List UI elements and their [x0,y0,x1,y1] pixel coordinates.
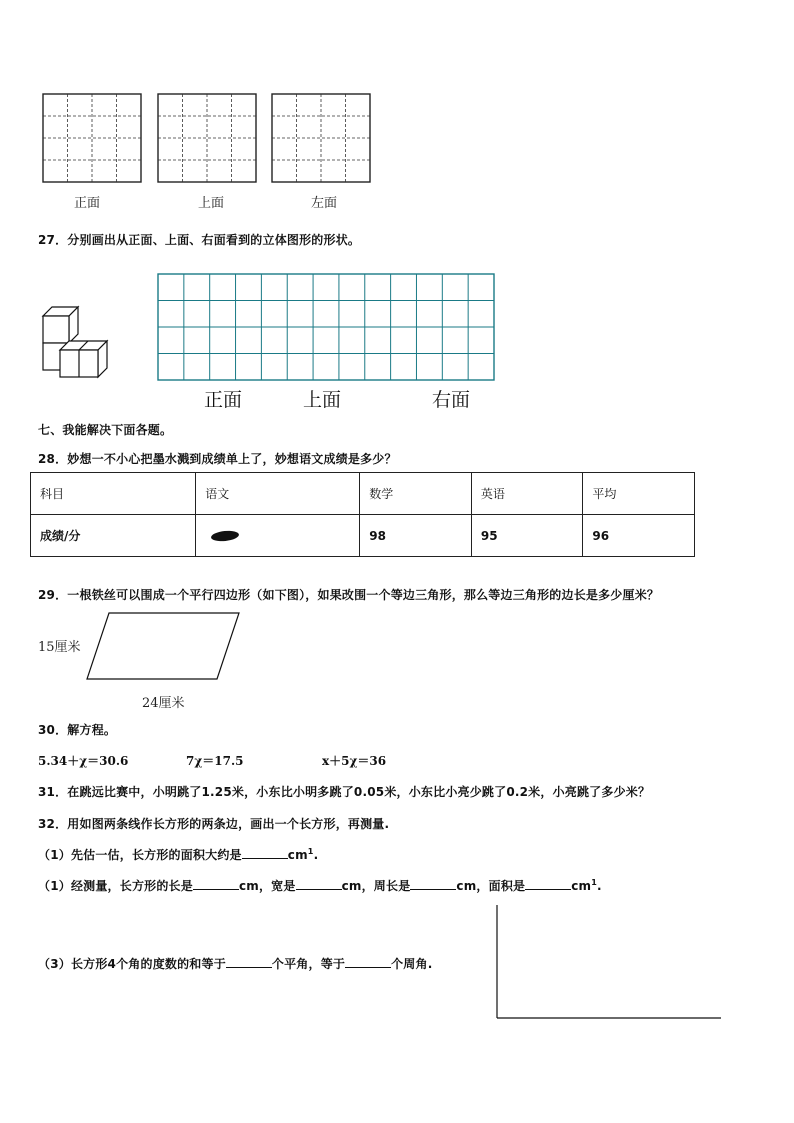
question-29: 29．一根铁丝可以围成一个平行四边形（如下图），如果改围一个等边三角形，那么等边三角形的边长是多少厘米？ [38,588,660,602]
q32-part2-width: cm，宽是 [238,879,296,893]
q27-top-label: 上面 [303,389,342,411]
q32-part3 [38,955,432,972]
top-view-grid[interactable] [158,94,256,182]
q32-part3-end: 个周角. [391,957,433,971]
top-view-label: 上面 [198,196,225,211]
drawing-grid-teal[interactable] [157,273,497,383]
q32-part2-perimeter: cm，周长是 [341,879,411,893]
ink-blot-cell [196,515,360,557]
score-table [30,472,695,557]
table-cell: 数学 [360,473,472,515]
view-grids-top [40,92,380,186]
table-cell: 科目 [31,473,196,515]
q27-right-label: 右面 [432,389,471,411]
unit-exponent: 1 [307,847,314,856]
table-cell: 成绩/分 [31,515,196,557]
parallelogram-base-label: 24厘米 [142,696,185,711]
q32-part1 [38,846,318,863]
answer-blank[interactable] [345,956,391,968]
question-32: 32．用如图两条线作长方形的两条边，画出一个长方形，再测量. [38,817,390,831]
unit-exponent: 1 [591,878,598,887]
parallelogram-side-label: 15厘米 [38,640,81,655]
question-28: 28．妙想一不小心把墨水溅到成绩单上了，妙想语文成绩是多少？ [38,452,397,466]
equation-1: 5.34＋χ＝30.6 [38,754,129,768]
front-view-grid[interactable] [43,94,141,182]
q32-part2-end: . [597,879,602,893]
q32-part2-area: cm，面积是 [456,879,526,893]
question-31: 31．在跳远比赛中，小明跳了1.25米，小东比小明多跳了0.05米，小东比小亮少跳了0.2米，小亮跳了多少米？ [38,785,651,799]
table-cell: 95 [471,515,583,557]
answer-blank[interactable] [296,878,342,890]
table-cell: 语文 [196,473,360,515]
answer-blank[interactable] [193,878,239,890]
answer-blank[interactable] [410,878,456,890]
equation-3: x＋5χ＝36 [322,754,387,768]
parallelogram-figure [84,610,244,684]
section-7-heading: 七、我能解决下面各题。 [38,423,173,437]
unit-cm: cm [571,879,592,893]
question-27: 27．分别画出从正面、上面、右面看到的立体图形的形状。 [38,233,361,247]
question-30: 30．解方程。 [38,723,117,737]
left-view-label: 左面 [311,196,338,211]
cube-stack-figure [38,302,110,382]
equation-2: 7χ＝17.5 [186,754,244,768]
answer-blank[interactable] [525,878,571,890]
q27-front-label: 正面 [204,389,243,411]
table-cell: 98 [360,515,472,557]
q32-part3-text: （3）长方形4个角的度数的和等于 [38,957,226,971]
table-cell: 平均 [583,473,695,515]
q32-part1-text: （1）先估一估，长方形的面积大约是 [38,848,242,862]
table-header-row [31,473,695,515]
answer-blank[interactable] [226,956,272,968]
right-angle-lines[interactable] [494,904,726,1022]
front-view-label: 正面 [74,196,101,211]
table-cell: 英语 [471,473,583,515]
q32-part3-mid: 个平角，等于 [271,957,346,971]
left-view-grid[interactable] [272,94,370,182]
answer-blank[interactable] [242,847,288,859]
table-row [31,515,695,557]
q32-part2-text: （1）经测量，长方形的长是 [38,879,193,893]
q32-part2 [38,877,602,894]
unit-cm: cm [287,848,308,862]
table-cell: 96 [583,515,695,557]
q32-part1-end: . [313,848,319,862]
ink-blot [205,529,245,543]
